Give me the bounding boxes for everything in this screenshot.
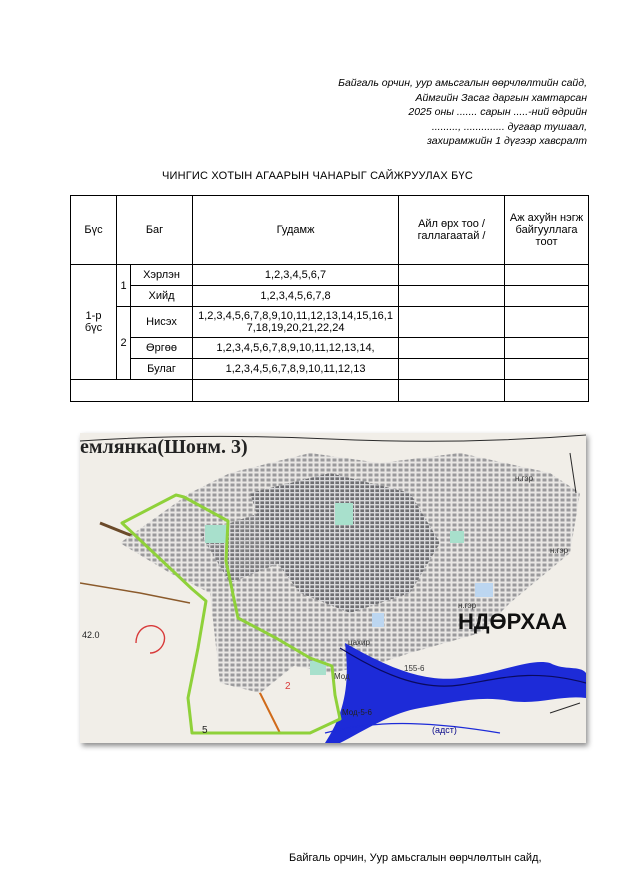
annex-line: ........., .............. дугаар тушаал, [431, 120, 587, 133]
street-list: 1,2,3,4,5,6,7,8 [193, 286, 399, 307]
bag-name: Булаг [131, 359, 193, 380]
annex-line: 2025 оны ....... сарын .....-ний өдрийн [408, 106, 587, 118]
park-area [205, 525, 227, 543]
households-cell [399, 359, 505, 380]
empty-cell [193, 380, 399, 402]
map-left-number: 42.0 [82, 630, 100, 640]
annex-note [338, 76, 587, 149]
map-graphic [80, 433, 586, 743]
map-label: (адст) [432, 725, 457, 735]
empty-cell [399, 380, 505, 402]
entities-cell [505, 359, 589, 380]
header-street: Гудамж [193, 196, 399, 265]
empty-cell [71, 380, 193, 402]
document-title: ЧИНГИС ХОТЫН АГААРЫН ЧАНАРЫГ САЙЖРУУЛАХ БҮС [161, 170, 473, 182]
entities-cell [505, 286, 589, 307]
street-list: 1,2,3,4,5,6,7,8,9,10,11,12,13 [193, 359, 399, 380]
map-label: 5 [202, 725, 208, 736]
zone-cell [71, 265, 117, 380]
header-households: Айл өрх тоо /галлагаатай / [399, 196, 505, 265]
bag-name: Нисэх [131, 307, 193, 338]
map-label: н.гэр [550, 546, 569, 555]
empty-cell [505, 380, 589, 402]
header-entities: Аж ахуйн нэгж байгууллага тоот [505, 196, 589, 265]
bag-name: Хийд [131, 286, 193, 307]
entities-cell [505, 307, 589, 338]
bag-name: Өргөө [131, 338, 193, 359]
map-city-label: НДӨРХАА [458, 609, 567, 634]
table-row [71, 286, 589, 307]
map-label: Мод [334, 672, 350, 681]
table-row [71, 265, 589, 286]
header-bag: Баг [117, 196, 193, 265]
street-list: 1,2,3,4,5,6,7,8,9,10,11,12,13,14, [193, 338, 399, 359]
bag-name: Хэрлэн [131, 265, 193, 286]
table-row [71, 338, 589, 359]
map-label: н.гэр [458, 601, 477, 610]
households-cell [399, 338, 505, 359]
table-row [71, 307, 589, 338]
street-list: 1,2,3,4,5,6,7,8,9,10,11,12,13,14,15,16,17,18,19,20,21,22,24 [193, 307, 399, 338]
header-zone: Бүс [71, 196, 117, 265]
households-cell [399, 265, 505, 286]
building [475, 583, 493, 597]
map-label: 155-6 [404, 664, 425, 673]
zone-label: 1-р бүс [84, 310, 103, 334]
table-header-row [71, 196, 589, 265]
group-number: 1 [117, 265, 131, 307]
zone-map [80, 433, 586, 743]
entities-cell [505, 338, 589, 359]
annex-line: захирамжийн 1 дүгээр хавсралт [427, 135, 587, 147]
footer-note: Байгаль орчин, Уур амьсгалын өөрчлөлтын сайд, [289, 852, 542, 864]
street-list: 1,2,3,4,5,6,7 [193, 265, 399, 286]
map-label: цахир [348, 638, 370, 647]
households-cell [399, 286, 505, 307]
annex-line: Аймгийн Засаг даргын хамтарсан [415, 91, 587, 104]
table-row-empty [71, 380, 589, 402]
map-top-label: емлянка(Шонм. 3) [80, 436, 248, 458]
zone-table [70, 195, 589, 402]
park-area [450, 531, 464, 543]
table-row [71, 359, 589, 380]
map-label: Мод-5-6 [342, 708, 372, 717]
entities-cell [505, 265, 589, 286]
map-label: н.гэр [515, 474, 534, 483]
map-label: 2 [285, 681, 291, 692]
annex-line: Байгаль орчин, уур амьсгалын өөрчлөлтийн сайд, [338, 77, 587, 89]
building [372, 613, 384, 627]
households-cell [399, 307, 505, 338]
group-number: 2 [117, 307, 131, 380]
park-area [335, 503, 353, 525]
